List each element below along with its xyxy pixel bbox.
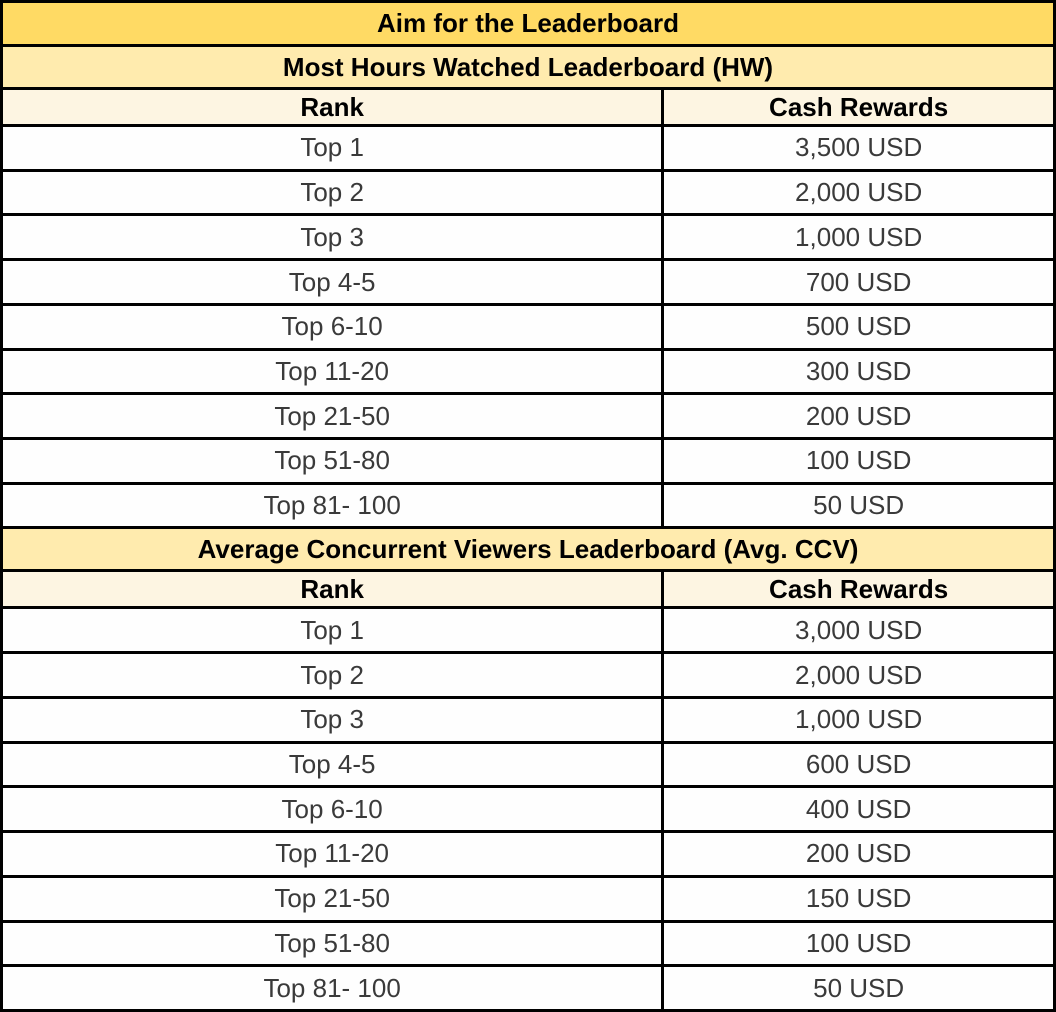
table-row <box>2 608 1055 653</box>
column-header-row <box>2 571 1055 608</box>
table-row <box>2 787 1055 832</box>
rank-cell: Top 1 <box>2 608 663 653</box>
section-header-ccv-row <box>2 528 1055 571</box>
rank-cell: Top 81- 100 <box>2 483 663 528</box>
table-row <box>2 349 1055 394</box>
reward-cell: 300 USD <box>663 349 1055 394</box>
reward-cell: 500 USD <box>663 304 1055 349</box>
reward-cell: 3,500 USD <box>663 126 1055 171</box>
section-header-hw: Most Hours Watched Leaderboard (HW) <box>2 46 1055 89</box>
rank-cell: Top 6-10 <box>2 787 663 832</box>
rank-cell: Top 21-50 <box>2 876 663 921</box>
table-row <box>2 483 1055 528</box>
reward-cell: 2,000 USD <box>663 170 1055 215</box>
rank-cell: Top 11-20 <box>2 349 663 394</box>
table-row <box>2 876 1055 921</box>
table-row <box>2 439 1055 484</box>
reward-cell: 700 USD <box>663 260 1055 305</box>
rank-cell: Top 3 <box>2 215 663 260</box>
reward-cell: 600 USD <box>663 742 1055 787</box>
reward-cell: 150 USD <box>663 876 1055 921</box>
reward-cell: 200 USD <box>663 832 1055 877</box>
table-title: Aim for the Leaderboard <box>2 2 1055 46</box>
rank-cell: Top 1 <box>2 126 663 171</box>
table-title-row <box>2 2 1055 46</box>
rank-cell: Top 2 <box>2 170 663 215</box>
table-row <box>2 260 1055 305</box>
reward-cell: 50 USD <box>663 966 1055 1011</box>
rank-column-header: Rank <box>2 571 663 608</box>
rank-cell: Top 81- 100 <box>2 966 663 1011</box>
column-header-row <box>2 89 1055 126</box>
rank-cell: Top 51-80 <box>2 439 663 484</box>
table-row <box>2 832 1055 877</box>
table-row <box>2 966 1055 1011</box>
table-row <box>2 394 1055 439</box>
table-row <box>2 921 1055 966</box>
reward-cell: 1,000 USD <box>663 215 1055 260</box>
rank-cell: Top 21-50 <box>2 394 663 439</box>
cash-rewards-column-header: Cash Rewards <box>663 89 1055 126</box>
reward-cell: 1,000 USD <box>663 697 1055 742</box>
table-row <box>2 653 1055 698</box>
table-row <box>2 697 1055 742</box>
reward-cell: 3,000 USD <box>663 608 1055 653</box>
reward-cell: 50 USD <box>663 483 1055 528</box>
reward-cell: 2,000 USD <box>663 653 1055 698</box>
section-header-ccv: Average Concurrent Viewers Leaderboard (Avg. CCV) <box>2 528 1055 571</box>
reward-cell: 200 USD <box>663 394 1055 439</box>
rank-cell: Top 3 <box>2 697 663 742</box>
cash-rewards-column-header: Cash Rewards <box>663 571 1055 608</box>
table-row <box>2 126 1055 171</box>
rank-cell: Top 4-5 <box>2 260 663 305</box>
reward-cell: 400 USD <box>663 787 1055 832</box>
reward-cell: 100 USD <box>663 921 1055 966</box>
rank-cell: Top 4-5 <box>2 742 663 787</box>
rank-column-header: Rank <box>2 89 663 126</box>
rank-cell: Top 51-80 <box>2 921 663 966</box>
table-row <box>2 170 1055 215</box>
table-row <box>2 742 1055 787</box>
table-row <box>2 215 1055 260</box>
table-row <box>2 304 1055 349</box>
rank-cell: Top 2 <box>2 653 663 698</box>
section-header-hw-row <box>2 46 1055 89</box>
rank-cell: Top 6-10 <box>2 304 663 349</box>
rank-cell: Top 11-20 <box>2 832 663 877</box>
reward-cell: 100 USD <box>663 439 1055 484</box>
